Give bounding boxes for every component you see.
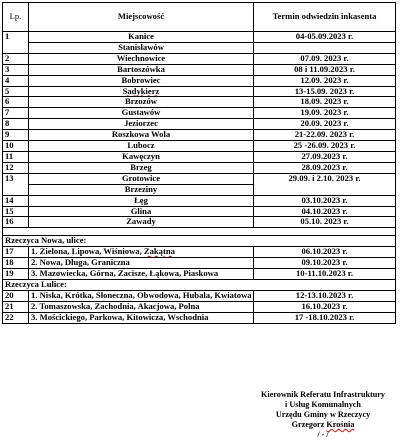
table-row [3,75,396,86]
row-lp: 22 [3,312,29,323]
table-row-sub [3,42,396,53]
row-place: Roszkowa Wola [29,130,254,141]
row-date: 07.09. 2023 r. [254,53,396,64]
row-date: 05.10. 2023 r. [254,217,396,228]
row-lp: 10 [3,141,29,152]
spacer-cell [3,228,396,236]
row-place: Kawęczyn [29,151,254,162]
row-lp: 7 [3,108,29,119]
row-lp: 1 [3,32,29,54]
row-place [29,247,254,258]
row-lp: 9 [3,130,29,141]
row-place: Bobrowiec [29,75,254,86]
row-place: Glina [29,206,254,217]
row-date: 12-13.10.2023 r. [254,290,396,301]
row-place: Brzeg [29,162,254,173]
signature-title-line1: Kierownik Referatu Infrastruktury [260,390,385,399]
spellcheck-underlined-text: Krośnia [326,420,355,429]
table-row [3,258,396,269]
row-lp: 20 [3,290,29,301]
header-place: Miejscowość [29,3,254,32]
row-place: Wiechnowice [29,53,254,64]
schedule-table [2,2,396,324]
row-date: 16.10.2023 r. [254,301,396,312]
table-row [3,86,396,97]
row-place: 3. Mościckiego, Parkowa, Kitowicza, Wschodnia [29,312,254,323]
header-lp: Lp. [3,3,29,32]
row-lp: 2 [3,53,29,64]
table-row [3,312,396,323]
signature-title-line2: i Usług Komunalnych [285,400,361,409]
row-lp: 5 [3,86,29,97]
spellcheck-underlined-text: Zakątna [143,246,175,257]
table-row [3,301,396,312]
row-place: Lubocz [29,141,254,152]
table-row [3,151,396,162]
signature-block [248,390,398,440]
section-heading-rzeczyca-nowa: Rzeczyca Nowa, ulice: [3,236,396,247]
row-date: 09.10.2023 r. [254,258,396,269]
row-place [29,86,254,97]
row-date: 06.10.2023 r. [254,247,396,258]
row-date: 08 i 11.09.2023 r. [254,64,396,75]
header-date: Termin odwiedzin inkasenta [254,3,396,32]
row-lp: 12 [3,162,29,173]
table-row [3,269,396,280]
row-date: 28.09.2023 r. [254,162,396,173]
row-date: 25 -26.09. 2023 r. [254,141,396,152]
signature-office: Urzędu Gminy w Rzeczycy [275,410,371,419]
row-lp: 8 [3,119,29,130]
row-lp: 13 [3,173,29,195]
spacer-row [3,228,396,236]
row-lp: 4 [3,75,29,86]
table-row [3,130,396,141]
row-place: 3. Mazowiecka, Górna, Zacisze, Łąkowa, Piaskowa [29,269,254,280]
row-place: 1. Niska, Krótka, Słoneczna, Obwodowa, Hubala, Kwiatowa [29,290,254,301]
row-place: 2. Tomaszowska, Zachodnia, Akacjowa, Polna [29,301,254,312]
row-place: Kanice [29,32,254,43]
row-date: 12.09. 2023 r. [254,75,396,86]
row-place: Bartoszówka [29,64,254,75]
row-place: Zawady [29,217,254,228]
row-lp: 17 [3,247,29,258]
row-date: 13-15.09. 2023 r. [254,86,396,97]
row-place: Gustawów [29,108,254,119]
row-date: 04.10.2023 r. [254,206,396,217]
table-row [3,195,396,206]
row-place-sub: Brzeziny [29,184,254,195]
row-date-empty [254,42,396,53]
row-place: Jeziorzec [29,119,254,130]
row-place: 2. Nowa, Długa, Graniczna [29,258,254,269]
table-row [3,32,396,43]
table-row [3,119,396,130]
row-lp: 14 [3,195,29,206]
row-place: Grotowice [29,173,254,184]
row-place-sub: Stanisławów [29,42,254,53]
section-heading-rzeczyca-lulice: Rzeczyca Lulice: [3,279,396,290]
row-date: 27.09.2023 r. [254,151,396,162]
table-row [3,173,396,184]
row-lp: 15 [3,206,29,217]
spellcheck-underlined-text: Sadykierz [122,86,160,96]
row-date: 19.09. 2023 r. [254,108,396,119]
section-row [3,236,396,247]
table-row [3,97,396,108]
row-date: 29.09. i 2.10. 2023 r. [254,173,396,195]
row-date: 17 -18.10.2023 r. [254,312,396,323]
row-date: 20.09. 2023 r. [254,119,396,130]
table-row [3,141,396,152]
row-lp: 19 [3,269,29,280]
row-lp: 21 [3,301,29,312]
table-row [3,206,396,217]
table-row [3,217,396,228]
table-row [3,162,396,173]
section-row [3,279,396,290]
streets-text: 1. Zielona, Lipowa, Wiśniowa, Zakątna [31,246,175,257]
row-lp: 6 [3,97,29,108]
table-row [3,247,396,258]
signature-name: Grzegorz Krośnia [291,420,355,429]
row-lp: 18 [3,258,29,269]
table-row [3,53,396,64]
signature-mark: / - / [317,430,329,439]
row-lp: 3 [3,64,29,75]
header-row [3,3,396,32]
table-row [3,108,396,119]
row-date: 03.10.2023 r. [254,195,396,206]
table-row [3,64,396,75]
row-date: 18.09. 2023 r. [254,97,396,108]
row-place: Łęg [29,195,254,206]
row-date: 10-11.10.2023 r. [254,269,396,280]
table-row [3,290,396,301]
row-lp: 11 [3,151,29,162]
row-date: 04-05.09.2023 r. [254,32,396,43]
row-lp: 16 [3,217,29,228]
row-date: 21-22.09. 2023 r. [254,130,396,141]
row-place: Brzozów [29,97,254,108]
